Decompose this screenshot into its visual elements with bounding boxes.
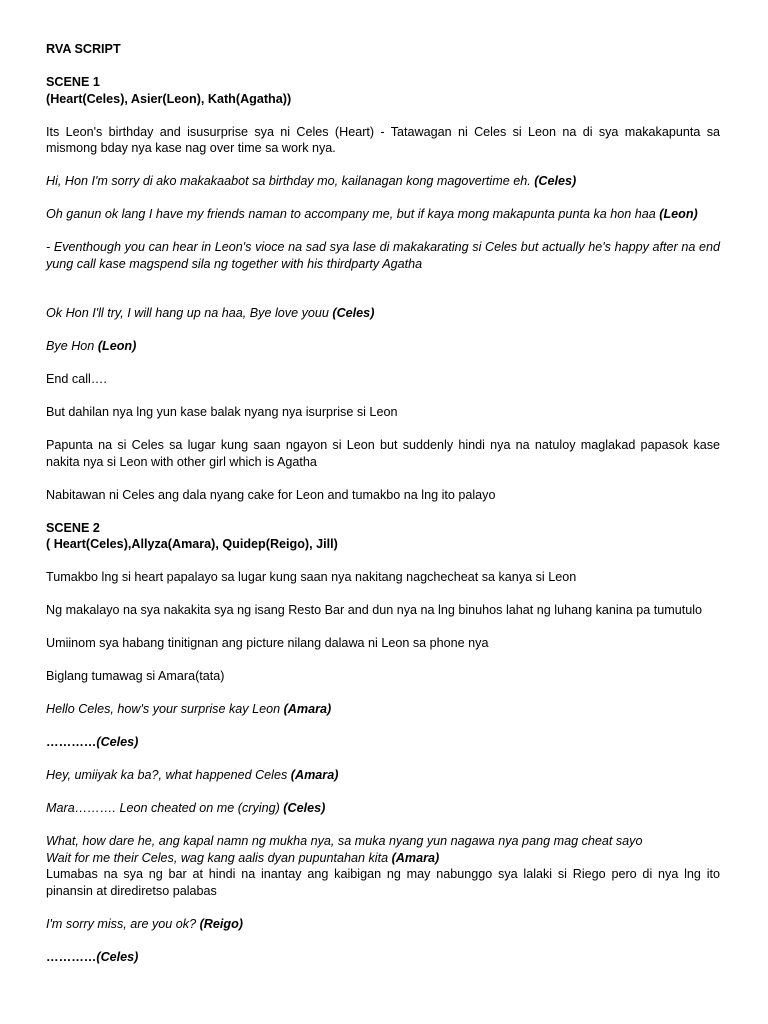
dialogue-text: I'm sorry miss, are you ok? xyxy=(46,916,200,931)
document-title: RVA SCRIPT xyxy=(46,42,121,56)
dialogue-text: Oh ganun ok lang I have my friends naman to accompany me, but if kaya mong makapunta punta ka hon haa xyxy=(46,207,660,221)
scene-2-paragraph: Ng makalayo na sya nakakita sya ng isang Resto Bar and dun nya na lng binuhos lahat ng luhang kanina pa tumutulo xyxy=(46,603,703,617)
stage-note: - Eventhough you can hear in Leon's vioce na sad sya lase di makakarating si Celes but actually he's happy after na end yung call kase magspend sila ng together with his thirdparty Agatha xyxy=(46,240,720,271)
dialogue-speaker: (Amara) xyxy=(283,702,332,716)
scene-2-paragraph: Biglang tumawag si Amara(tata) xyxy=(46,669,225,683)
scene-1-heading: SCENE 1 xyxy=(46,75,100,89)
dialogue-text: Mara………. Leon cheated on me (crying) xyxy=(46,801,284,815)
dialogue-speaker: (Celes) xyxy=(96,735,139,749)
dialogue-text: Hey, umiiyak ka ba?, what happened Celes xyxy=(46,768,291,782)
dialogue-text: ………… xyxy=(46,949,97,964)
scene-2-paragraph: Umiinom sya habang tinitignan ang picture nilang dalawa ni Leon sa phone nya xyxy=(46,636,489,650)
dialogue-text: Ok Hon I'll try, I will hang up na haa, Bye love youu xyxy=(46,306,333,320)
scene-2-paragraph: Tumakbo lng si heart papalayo sa lugar kung saan nya nakitang nagchecheat sa kanya si Leon xyxy=(46,570,577,584)
dialogue-speaker: (Amara) xyxy=(290,768,339,782)
scene-1-paragraph: Papunta na si Celes sa lugar kung saan ngayon si Leon but suddenly hindi nya na natuloy maglakad papasok kase nakita nya si Leon with other girl which is Agatha xyxy=(46,438,720,469)
dialogue-speaker: (Leon) xyxy=(97,339,137,353)
dialogue-line xyxy=(46,734,720,751)
scene-2-paragraph: Lumabas na sya ng bar at hindi na inantay ang kaibigan ng may nabunggo sya lalaki si Riego pero di nya lng ito pinansin at dirediretso palabas xyxy=(46,867,720,898)
dialogue-line xyxy=(46,949,720,966)
dialogue-line xyxy=(46,767,720,784)
scene-1-paragraph: Its Leon's birthday and isusurprise sya ni Celes (Heart) - Tatawagan ni Celes si Leon na di sya makakapunta sa mismong bday nya kase nag over time sa work nya. xyxy=(46,124,720,155)
dialogue-line xyxy=(46,173,720,190)
scene-1-cast: (Heart(Celes), Asier(Leon), Kath(Agatha)) xyxy=(46,91,292,106)
dialogue-line xyxy=(46,305,720,322)
dialogue-text: Bye Hon xyxy=(46,339,98,353)
dialogue-text: ………… xyxy=(46,735,97,749)
dialogue-speaker: (Leon) xyxy=(659,207,698,221)
scene-1-paragraph: End call…. xyxy=(46,372,107,386)
dialogue-line xyxy=(46,850,720,867)
dialogue-speaker: (Reigo) xyxy=(199,916,243,931)
dialogue-speaker: (Celes) xyxy=(332,306,375,320)
dialogue-line xyxy=(46,800,720,817)
document-page xyxy=(46,41,720,965)
dialogue-speaker: (Celes) xyxy=(96,949,139,964)
dialogue-line xyxy=(46,916,720,933)
dialogue-speaker: (Celes) xyxy=(534,174,577,188)
dialogue-line xyxy=(46,338,720,355)
scene-2-cast: ( Heart(Celes),Allyza(Amara), Quidep(Reigo), Jill) xyxy=(46,537,338,551)
dialogue-text: Hello Celes, how's your surprise kay Leon xyxy=(46,702,284,716)
scene-1-paragraph: But dahilan nya lng yun kase balak nyang nya isurprise si Leon xyxy=(46,405,398,419)
dialogue-line xyxy=(46,701,720,718)
dialogue-text: Wait for me their Celes, wag kang aalis dyan pupuntahan kita xyxy=(46,850,392,865)
dialogue-text: Hi, Hon I'm sorry di ako makakaabot sa birthday mo, kailanagan kong magovertime eh. xyxy=(46,174,535,188)
dialogue-speaker: (Celes) xyxy=(283,801,326,815)
scene-1-paragraph: Nabitawan ni Celes ang dala nyang cake for Leon and tumakbo na lng ito palayo xyxy=(46,487,496,502)
dialogue-speaker: (Amara) xyxy=(391,850,440,865)
dialogue-line xyxy=(46,206,720,223)
dialogue-line: What, how dare he, ang kapal namn ng mukha nya, sa muka nyang yun nagawa nya pang mag cheat sayo xyxy=(46,834,643,848)
scene-2-heading: SCENE 2 xyxy=(46,520,100,535)
